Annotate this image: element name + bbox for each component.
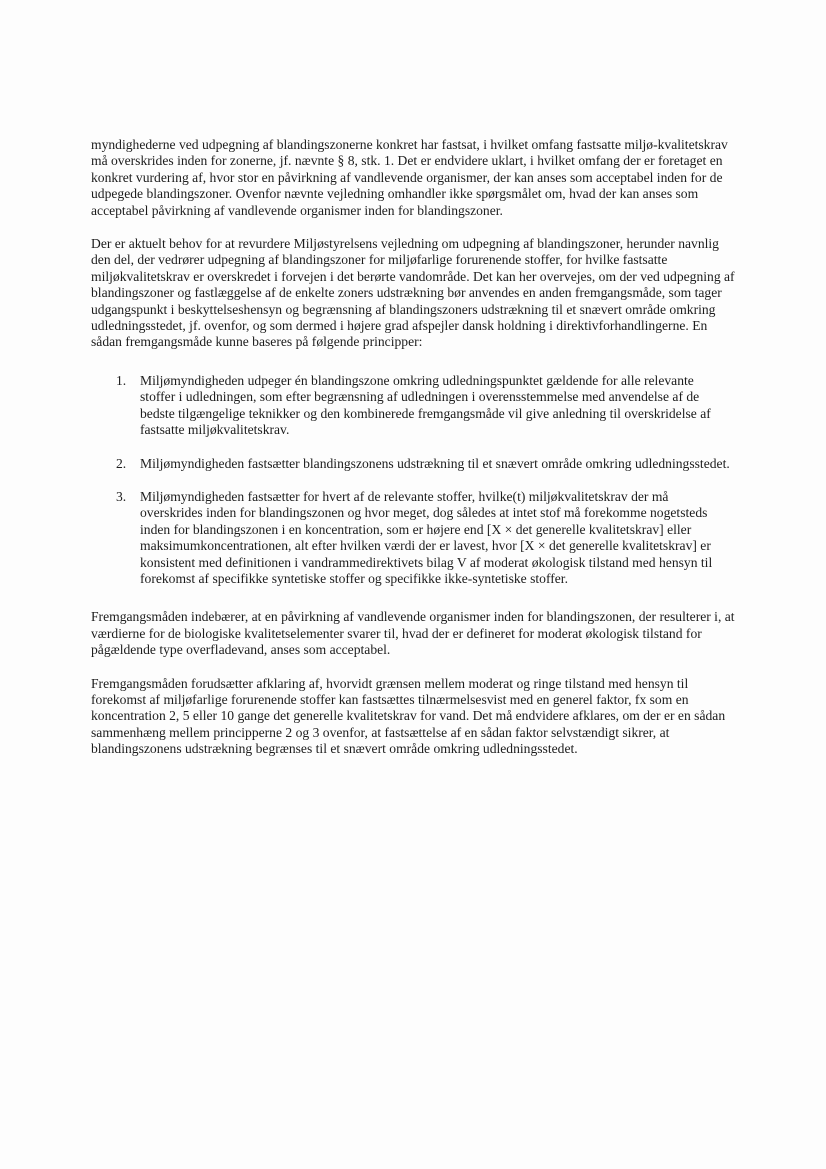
list-item-number: 1. — [116, 372, 127, 388]
document-body — [91, 137, 741, 758]
list-item — [91, 489, 741, 587]
list-item-text: Miljømyndigheden fastsætter for hvert af de relevante stoffer, hvilke(t) miljøkvalitetskrav der må overskrides inden for blandingszonen og hvor meget, dog således at intet stof må forekomme nogetsteds inden for blandingszonen i en koncentration, som er højere end [X × det generelle kvalitetskrav] eller maksimumkoncentrationen, alt efter hvilken værdi der er lavest, hvor [X × det generelle kvalitetskrav] er konsistent med definitionen i vandrammedirektivets bilag V af moderat økologisk tilstand med hensyn til forekomst af specifikke syntetiske stoffer og specifikke ikke-syntetiske stoffer. — [140, 488, 713, 586]
paragraph-approach-implication: Fremgangsmåden indebærer, at en påvirkning af vandlevende organismer inden for blandingszonen, der resulterer i, at værdierne for de biologiske kvalitetselementer svarer til, hvad der er defineret for moderat økologisk tilstand for pågældende type overfladevand, anses som acceptabel. — [91, 609, 735, 658]
principles-list — [91, 373, 741, 587]
list-item — [91, 373, 741, 439]
list-item-text: Miljømyndigheden fastsætter blandingszonens udstrækning til et snævert område omkring udledningsstedet. — [140, 455, 730, 471]
list-item-text: Miljømyndigheden udpeger én blandingszone omkring udledningspunktet gældende for alle relevante stoffer i udledningen, som efter begrænsning af udledningen i overensstemmelse med anvendelse af de bedste tilgængelige teknikker og den kombinerede fremgangsmåde vil give anledning til overskridelse af fastsatte miljøkvalitetskrav. — [140, 372, 711, 438]
list-item — [91, 456, 741, 472]
list-item-number: 2. — [116, 455, 127, 471]
paragraph-approach-prerequisite: Fremgangsmåden forudsætter afklaring af, hvorvidt grænsen mellem moderat og ringe tilstand med hensyn til forekomst af miljøfarlige forurenende stoffer kan fastsættes tilnærmelsesvist med en generel faktor, fx som en koncentration 2, 5 eller 10 gange det generelle kvalitetskrav for vand. Det må endvidere afklares, om der er en sådan sammenhæng mellem principperne 2 og 3 ovenfor, at fastsættelse af en sådan faktor selvstændigt sikrer, at blandingszonens udstrækning begrænses til et snævert område omkring udledningsstedet. — [91, 675, 726, 757]
paragraph-revision-need: Der er aktuelt behov for at revurdere Miljøstyrelsens vejledning om udpegning af blandingszoner, herunder navnlig den del, der vedrører udpegning af blandingszoner for miljøfarlige forurenende stoffer, for hvilke fastsatte miljøkvalitetskrav er overskredet i forvejen i det berørte vandområde. Det kan her overvejes, om der ved udpegning af blandingszoner og fastlæggelse af de enkelte zoners udstrækning bør anvendes en anden fremgangsmåde, som tager udgangspunkt i beskyttelseshensyn og begrænsning af blandingszoners udstrækning til et snævert område omkring udledningsstedet, jf. ovenfor, og som dermed i højere grad afspejler dansk holdning i direktivforhandlingerne. En sådan fremgangsmåde kunne baseres på følgende principper: — [91, 236, 735, 350]
paragraph-intro: myndighederne ved udpegning af blandingszonerne konkret har fastsat, i hvilket omfang fastsatte miljø-kvalitetskrav må overskrides inden for zonerne, jf. nævnte § 8, stk. 1. Det er endvidere uklart, i hvilket omfang der er foretaget en konkret vurdering af, hvor stor en påvirkning af vandlevende organismer, der kan anses som acceptabel inden for de udpegede blandingszoner. Ovenfor nævnte vejledning omhandler ikke spørgsmålet om, hvad der kan anses som acceptabel påvirkning af vandlevende organismer inden for blandingszoner. — [91, 137, 728, 218]
list-item-number: 3. — [116, 488, 127, 504]
